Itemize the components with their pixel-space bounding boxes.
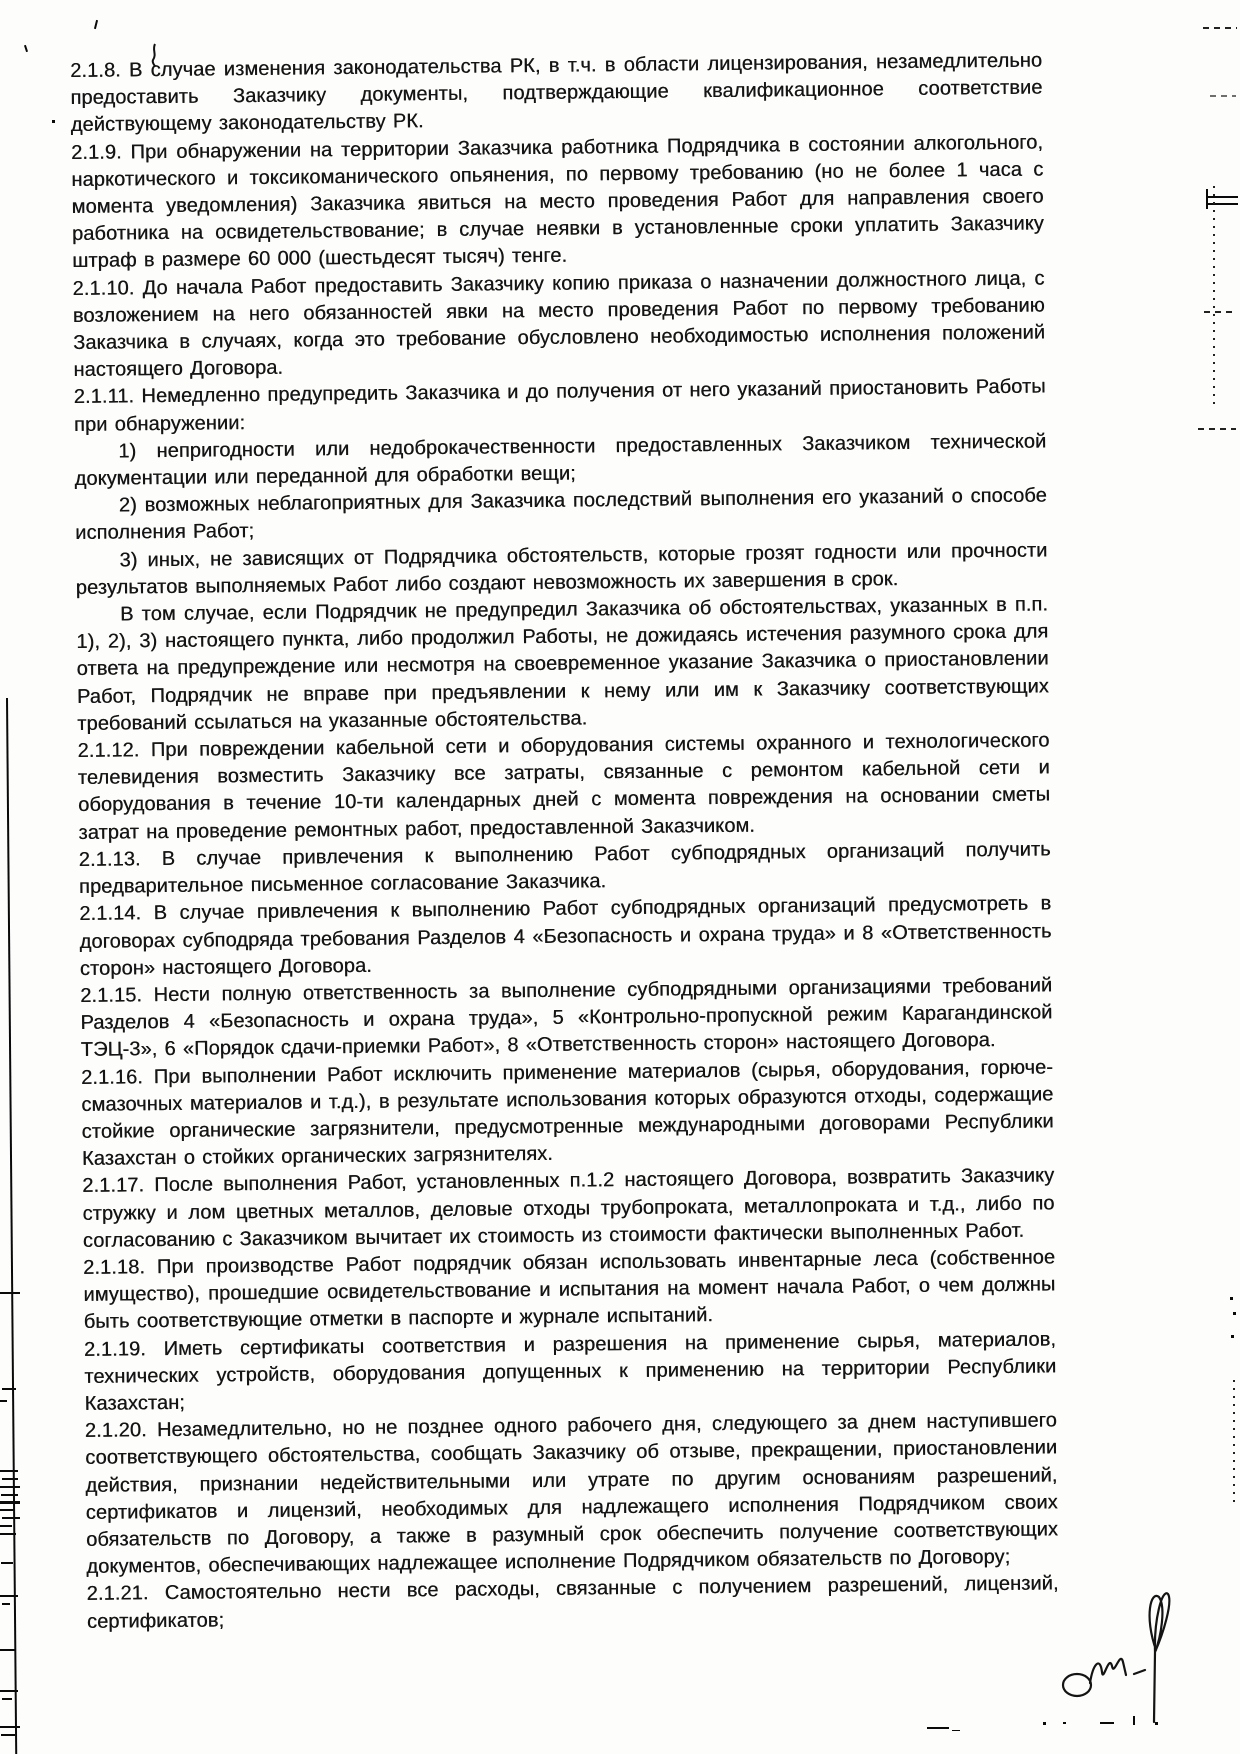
- clause-2-1-11-note: В том случае, если Подрядчик не предупредил Заказчика об обстоятельствах, указанных в п.п. 1), 2), 3) настоящего пункта, либо продолжил Работы, не дожидаясь истечения разумного срока для ответа на предупреждение или несмотря на своевременное указание Заказчика о приостановлении Работ, Подрядчик не вправе при предъявлении к нему или им к Заказчику соответствующих требований ссылаться на указанные обстоятельства.: [76, 593, 1049, 735]
- scan-artifact: [0, 1470, 18, 1472]
- scan-artifact: [0, 1595, 18, 1597]
- scan-artifact: [0, 1501, 20, 1504]
- scan-artifact: [2, 1603, 10, 1605]
- scan-artifact: [24, 45, 28, 52]
- scan-artifact: [1043, 1722, 1046, 1725]
- clause-2-1-12: 2.1.12. При повреждении кабельной сети и оборудования системы охранного и технологического телевидения возместить Заказчику все затраты, связанные с ремонтом кабельной сети и оборудования в течение 10-ти календарных дней с момента повреждения на основании сметы затрат на проведение ремонтных работ, предоставленной Заказчиком.: [77, 729, 1051, 844]
- scan-artifact: [2, 1698, 12, 1700]
- clause-2-1-11-item-2: 2) возможных неблагоприятных для Заказчика последствий выполнения его указаний о способе исполнения Работ;: [75, 484, 1047, 545]
- scan-artifact: [0, 1525, 12, 1527]
- scan-artifact: [0, 1486, 20, 1488]
- scan-artifact: [927, 1727, 949, 1729]
- scan-artifact: [1, 1734, 15, 1736]
- clause-2-1-14: 2.1.14. В случае привлечения к выполнению Работ субподрядных организаций предусмотреть в договорах субподряда требования Разделов 4 «Безопасность и охрана труда» и 8 «Ответственность сторон» настоящего Договора.: [79, 892, 1052, 980]
- scan-artifact: [0, 1690, 18, 1692]
- scan-artifact: [0, 1533, 16, 1535]
- clause-2-1-20: 2.1.20. Незамедлительно, но не позднее одного рабочего дня, следующего за днем наступившего соответствующего обстоятельства, сообщать Заказчику об отзыве, прекращении, приостановлении действия, признании недействительными или утрате по другим основаниям разрешений, сертификатов и лицензий, необходимых для надлежащего исполнения Подрядчиком своих обязательств по Договору, а также в разумный срок обеспечить получение соответствующих документов, обеспечивающих надлежащее исполнение Подрядчиком обязательств по Договору;: [84, 1409, 1059, 1579]
- scan-artifact: [2, 1388, 16, 1390]
- scan-artifact: [1198, 428, 1236, 430]
- scan-artifact: [0, 1649, 16, 1651]
- scan-artifact: [146, 42, 162, 68]
- scan-artifact: [1213, 186, 1215, 406]
- scan-artifact: [1230, 1297, 1233, 1300]
- scan-artifact: [52, 120, 55, 123]
- scan-artifact: [94, 20, 98, 29]
- clause-2-1-10: 2.1.10. До начала Работ предоставить Заказчику копию приказа о назначении должностного лица, с возложением на него обязанностей явки на место проведения Работ по первому требованию Заказчика в случаях, когда это требование обусловлено необходимостью исполнения положений настоящего Договора.: [72, 267, 1046, 382]
- clause-2-1-17: 2.1.17. После выполнения Работ, установленных п.1.2 настоящего Договора, возвратить Заказчику стружку и лом цветных металлов, деловые отходы трубопроката, металлопроката и т.д., либо по согласованию с Заказчиком вычитает их стоимость из стоимости фактически выполненных Работ.: [82, 1164, 1055, 1252]
- clause-2-1-19: 2.1.19. Иметь сертификаты соответствия и разрешения на применение сырья, материалов, технических устройств, оборудования допущенных к применению на территории Республики Казахстан;: [83, 1327, 1057, 1415]
- scan-artifact: [1204, 311, 1232, 313]
- scan-artifact: [1210, 95, 1236, 97]
- scan-artifact: [952, 1730, 960, 1731]
- scan-artifact: [1, 1562, 13, 1564]
- clause-2-1-18: 2.1.18. При производстве Работ подрядчик обязан использовать инвентарные леса (собственное имущество), прошедшие освидетельствование и испытания на момент начала Работ, о чем должны быть соответствующие отметки в паспорте и журнале испытаний.: [82, 1246, 1056, 1334]
- scan-artifact: [1, 1494, 18, 1496]
- scan-artifact: [0, 1726, 20, 1728]
- scan-artifact: [1233, 1312, 1236, 1315]
- scan-artifact: [1231, 1335, 1234, 1338]
- clause-2-1-8: 2.1.8. В случае изменения законодательства РК, в т.ч. в области лицензирования, незамедлительно предоставить Заказчику документы, подтверждающие квалификационное соответствие действующему законодательству РК.: [70, 49, 1043, 137]
- contract-text-block: [70, 47, 1059, 1635]
- scan-artifact: [0, 1509, 15, 1511]
- scan-artifact: [2, 1478, 18, 1480]
- clause-2-1-16: 2.1.16. При выполнении Работ исключить применение материалов (сырья, оборудования, горюче-смазочных материалов и т.д.), в результате использования которых образуются отходы, содержащие стойкие органические загрязнители, предусмотренные международными договорами Республики Казахстан о стойких органических загрязнителях.: [80, 1055, 1054, 1171]
- clause-2-1-15: 2.1.15. Нести полную ответственность за выполнение субподрядными организациями требований Разделов 4 «Безопасность и охрана труда», 5 «Контрольно-пропускной режим Карагандинской ТЭЦ-3», 6 «Порядок сдачи-приемки Работ», 8 «Ответственность сторон» настоящего Договора.: [80, 974, 1053, 1062]
- clause-2-1-13: 2.1.13. В случае привлечения к выполнению Работ субподрядных организаций получить предварительное письменное согласование Заказчика.: [78, 838, 1051, 899]
- scan-artifact: [0, 1400, 7, 1402]
- scan-artifact: [1203, 27, 1237, 29]
- clause-2-1-11-item-3: 3) иных, не зависящих от Подрядчика обстоятельств, которые грозят годности или прочности результатов выполняемых Работ либо создают невозможность их завершения в срок.: [75, 539, 1048, 599]
- clause-2-1-9: 2.1.9. При обнаружении на территории Заказчика работника Подрядчика в состоянии алкогольного, наркотического и токсикоманического опьянения, по первому требованию (но не более 1 часа с момента уведомления) Заказчика явиться на место проведения Работ для направления своего работника на освидетельствование; в случае неявки в установленные сроки уплатить Заказчику штраф в размере 60 000 (шестьдесят тысяч) тенге.: [70, 131, 1044, 273]
- clause-2-1-11-item-1: 1) непригодности или недоброкачественности предоставленных Заказчиком технической документации или переданной для обработки вещи;: [74, 430, 1047, 491]
- handwritten-signature: [1050, 1582, 1190, 1732]
- clause-2-1-11: 2.1.11. Немедленно предупредить Заказчика и до получения от него указаний приостановить Работы при обнаружении:: [73, 375, 1046, 436]
- scan-artifact: [1233, 1380, 1235, 1502]
- scan-artifact: [1206, 189, 1208, 209]
- scan-artifact: [2, 1517, 20, 1519]
- clause-2-1-21: 2.1.21. Самостоятельно нести все расходы, связанные с получением разрешений, лицензий, сертификатов;: [86, 1572, 1059, 1633]
- scan-artifact: [0, 1292, 20, 1294]
